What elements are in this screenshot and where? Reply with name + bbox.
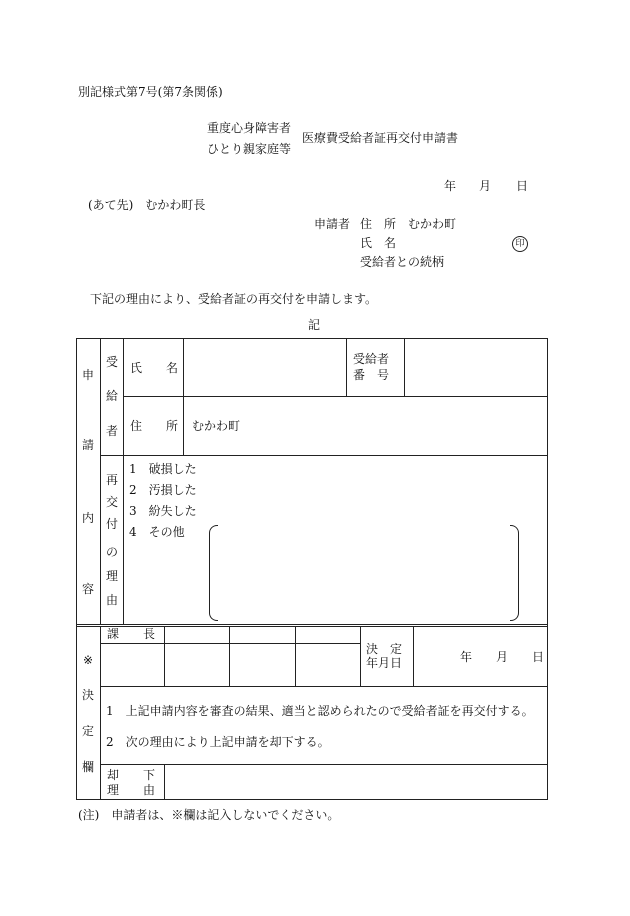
seal-mark: 印 [512, 236, 528, 252]
title-line1: 重度心身障害者 [207, 121, 292, 135]
intro-text: 下記の理由により、受給者証の再交付を申請します。 [90, 292, 378, 306]
applicant-name-label: 氏 名 [360, 236, 397, 250]
ki-heading: 記 [308, 318, 321, 332]
reason-option-3[interactable]: 3 紛失した [129, 504, 197, 518]
decision-date-value: 年 月 日 [460, 650, 545, 664]
decision-date-label-1: 決 定 [366, 642, 403, 656]
decision-option-1: 1 上記申請内容を審査の結果、適当と認められたので受給者証を再交付する。 [106, 704, 534, 718]
date-month: 月 [479, 179, 492, 193]
recipient-number-label-2: 番 号 [353, 368, 390, 382]
decision-date-label-2: 年月日 [366, 656, 403, 670]
applicant-address-value: むかわ町 [408, 217, 457, 231]
recipient-address-value[interactable]: むかわ町 [192, 419, 241, 433]
applicant-relation-label: 受給者との続柄 [360, 255, 445, 269]
reason-option-4[interactable]: 4 その他 [129, 525, 185, 539]
rejection-reason-label-2: 理 由 [107, 783, 156, 797]
recipient-name-field[interactable] [184, 339, 346, 396]
footnote: (注) 申請者は、※欄は記入しないでください。 [78, 808, 340, 822]
recipient-name-label: 氏 名 [130, 361, 179, 375]
recipient-number-label-1: 受給者 [353, 352, 390, 366]
applicant-label: 申請者 [314, 217, 351, 231]
reason-option-2[interactable]: 2 汚損した [129, 483, 197, 497]
date-year: 年 [444, 179, 457, 193]
recipient-address-label: 住 所 [130, 419, 179, 433]
title-line2: ひとり親家庭等 [207, 142, 292, 156]
date-day: 日 [516, 179, 529, 193]
addressee: (あて先) むかわ町長 [88, 198, 206, 212]
document-title: 医療費受給者証再交付申請書 [302, 131, 459, 145]
reason-option-1[interactable]: 1 破損した [129, 462, 197, 476]
applicant-address-label: 住 所 [360, 217, 397, 231]
form-number: 別記様式第7号(第7条関係) [78, 85, 223, 99]
decision-option-2: 2 次の理由により上記申請を却下する。 [106, 735, 330, 749]
section-chief-label: 課 長 [107, 627, 156, 641]
recipient-number-field[interactable] [405, 339, 547, 396]
rejection-reason-label-1: 却 下 [107, 768, 156, 782]
